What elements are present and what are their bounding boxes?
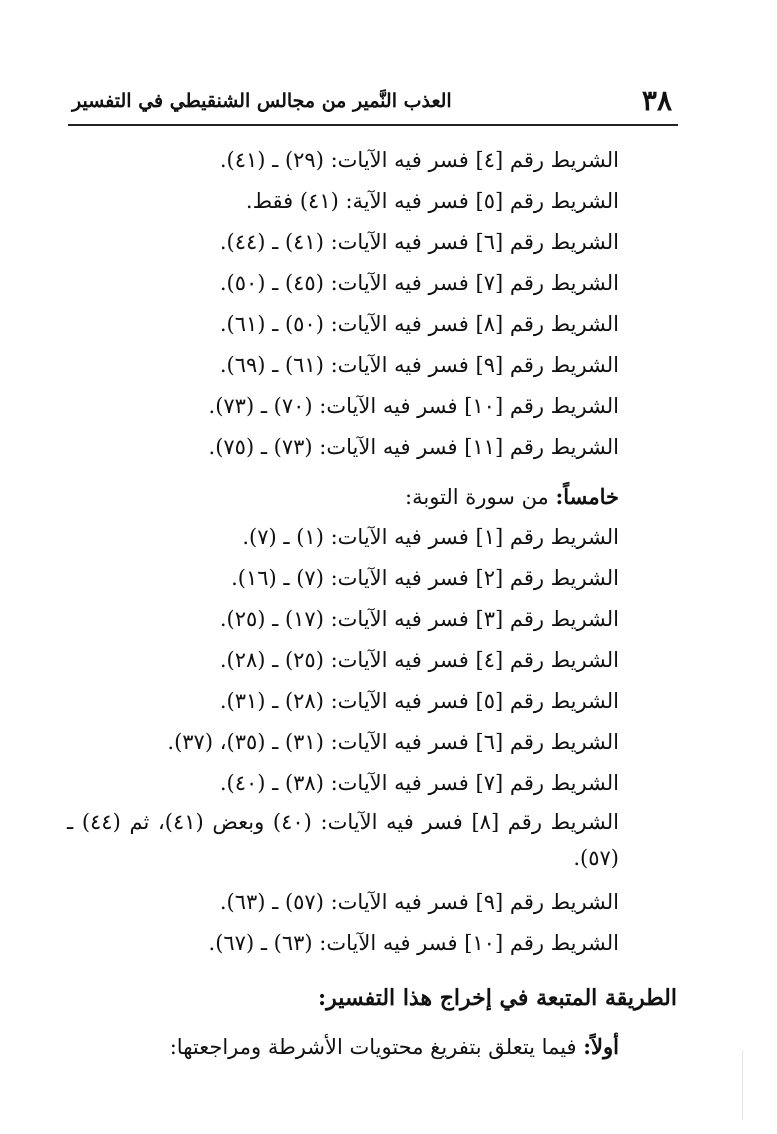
method-subheading-text: فيما يتعلق بتفريغ محتويات الأشرطة ومراجعتها: (169, 1035, 584, 1059)
tape-line: الشريط رقم [٤] فسر فيه الآيات: (٢٥) ـ (٢٨). (219, 648, 619, 672)
method-heading: الطريقة المتبعة في إخراج هذا التفسير: (318, 985, 677, 1011)
tape-line: الشريط رقم [٦] فسر فيه الآيات: (٤١) ـ (٤٤). (219, 230, 619, 254)
tape-line: الشريط رقم [٩] فسر فيه الآيات: (٥٧) ـ (٦٣). (219, 890, 619, 914)
tape-line: الشريط رقم [٢] فسر فيه الآيات: (٧) ـ (١٦). (231, 566, 619, 590)
tape-line: الشريط رقم [٧] فسر فيه الآيات: (٣٨) ـ (٤٠). (219, 771, 619, 795)
tape-list (67, 140, 619, 964)
tape-line: الشريط رقم [٩] فسر فيه الآيات: (٦١) ـ (٦٩). (219, 353, 619, 377)
tape-line: الشريط رقم [٨] فسر فيه الآيات: (٥٠) ـ (٦١). (219, 312, 619, 336)
section-heading-lead: خامساً: (555, 484, 619, 509)
page-header (68, 80, 678, 124)
tape-line: الشريط رقم [١٠] فسر فيه الآيات: (٧٠) ـ (٧٣). (208, 394, 619, 418)
tape-line: الشريط رقم [١] فسر فيه الآيات: (١) ـ (٧). (242, 525, 619, 549)
tape-line: الشريط رقم [٣] فسر فيه الآيات: (١٧) ـ (٢٥). (219, 607, 619, 631)
tape-line-wrapped: الشريط رقم [٨] فسر فيه الآيات: (٤٠) وبعض (٤١)، ثم (٤٤) ـ (٥٧). (67, 810, 619, 870)
tape-line: الشريط رقم [٧] فسر فيه الآيات: (٤٥) ـ (٥٠). (219, 271, 619, 295)
section-heading-tawbah (67, 476, 619, 517)
page-number: ٣٨ (641, 84, 672, 117)
method-subheading-lead: أولاً: (583, 1034, 619, 1059)
tape-line: الشريط رقم [٥] فسر فيه الآية: (٤١) فقط. (245, 189, 619, 213)
tape-line: الشريط رقم [٤] فسر فيه الآيات: (٢٩) ـ (٤١). (219, 148, 619, 172)
header-rule (68, 124, 678, 126)
margin-mark (742, 1050, 743, 1120)
section-heading-text: من سورة التوبة: (405, 485, 556, 509)
tape-line: الشريط رقم [٦] فسر فيه الآيات: (٣١) ـ (٣٥)، (٣٧). (167, 730, 619, 754)
tape-line: الشريط رقم [١٠] فسر فيه الآيات: (٦٣) ـ (٦٧). (208, 931, 619, 955)
method-subheading (170, 1034, 619, 1059)
running-title: العذب النَّمير من مجالس الشنقيطي في التفسير (72, 90, 452, 112)
tape-line: الشريط رقم [١١] فسر فيه الآيات: (٧٣) ـ (٧٥). (208, 435, 619, 459)
tape-line: الشريط رقم [٥] فسر فيه الآيات: (٢٨) ـ (٣١). (219, 689, 619, 713)
